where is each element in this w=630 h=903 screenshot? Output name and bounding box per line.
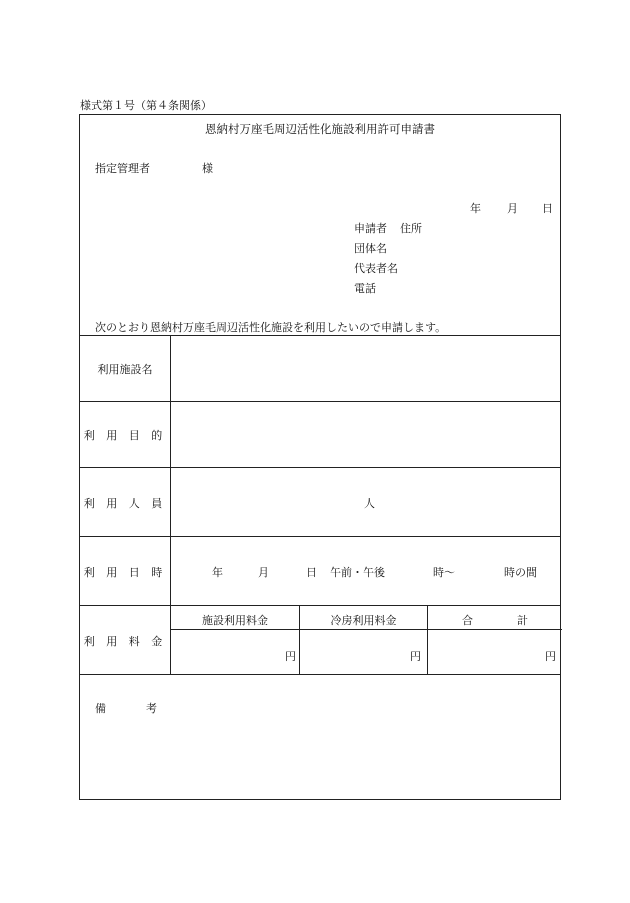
applicant-address-label: 住所	[400, 222, 422, 235]
fee-cooling-unit: 円	[410, 650, 421, 663]
fee-facility-field[interactable]	[171, 630, 299, 674]
addressee-honorific: 様	[202, 162, 213, 175]
fee-facility-unit: 円	[285, 650, 296, 663]
people-label: 利 用 人 員	[83, 497, 167, 510]
remarks-label-1: 備	[95, 702, 106, 715]
application-form	[79, 114, 561, 800]
people-unit: 人	[364, 497, 375, 510]
fee-header-cooling: 冷房利用料金	[330, 614, 397, 627]
purpose-label: 利 用 目 的	[83, 429, 167, 442]
date-month-label: 月	[507, 202, 518, 215]
facility-field[interactable]	[171, 336, 561, 401]
fee-label: 利 用 料 金	[83, 635, 167, 648]
datetime-day: 日	[306, 566, 317, 579]
datetime-month: 月	[258, 566, 269, 579]
addressee-label: 指定管理者	[95, 162, 150, 175]
datetime-year: 年	[212, 566, 223, 579]
applicant-heading: 申請者	[354, 222, 387, 235]
form-number: 様式第１号（第４条関係）	[80, 99, 212, 112]
remarks-label-2: 考	[146, 702, 157, 715]
datetime-ampm: 午前・午後	[330, 566, 385, 579]
fee-total-unit: 円	[545, 650, 556, 663]
applicant-representative-label: 代表者名	[354, 262, 398, 275]
datetime-to: 時の間	[504, 566, 537, 579]
datetime-from: 時～	[433, 566, 455, 579]
date-year-label: 年	[470, 202, 481, 215]
datetime-label: 利 用 日 時	[83, 566, 167, 579]
applicant-group-label: 団体名	[354, 242, 387, 255]
form-title: 恩納村万座毛周辺活性化施設利用許可申請書	[205, 122, 435, 136]
purpose-field[interactable]	[171, 402, 561, 467]
application-statement: 次のとおり恩納村万座毛周辺活性化施設を利用したいので申請します。	[95, 321, 447, 334]
divider-line	[80, 605, 560, 606]
remarks-field[interactable]	[80, 675, 560, 799]
facility-label: 利用施設名	[97, 363, 153, 376]
fee-total-field[interactable]	[428, 630, 561, 674]
fee-header-total: 合 計	[462, 614, 528, 627]
fee-cooling-field[interactable]	[300, 630, 427, 674]
fee-header-facility: 施設利用料金	[202, 614, 268, 627]
date-day-label: 日	[542, 202, 553, 215]
applicant-phone-label: 電話	[354, 282, 376, 295]
